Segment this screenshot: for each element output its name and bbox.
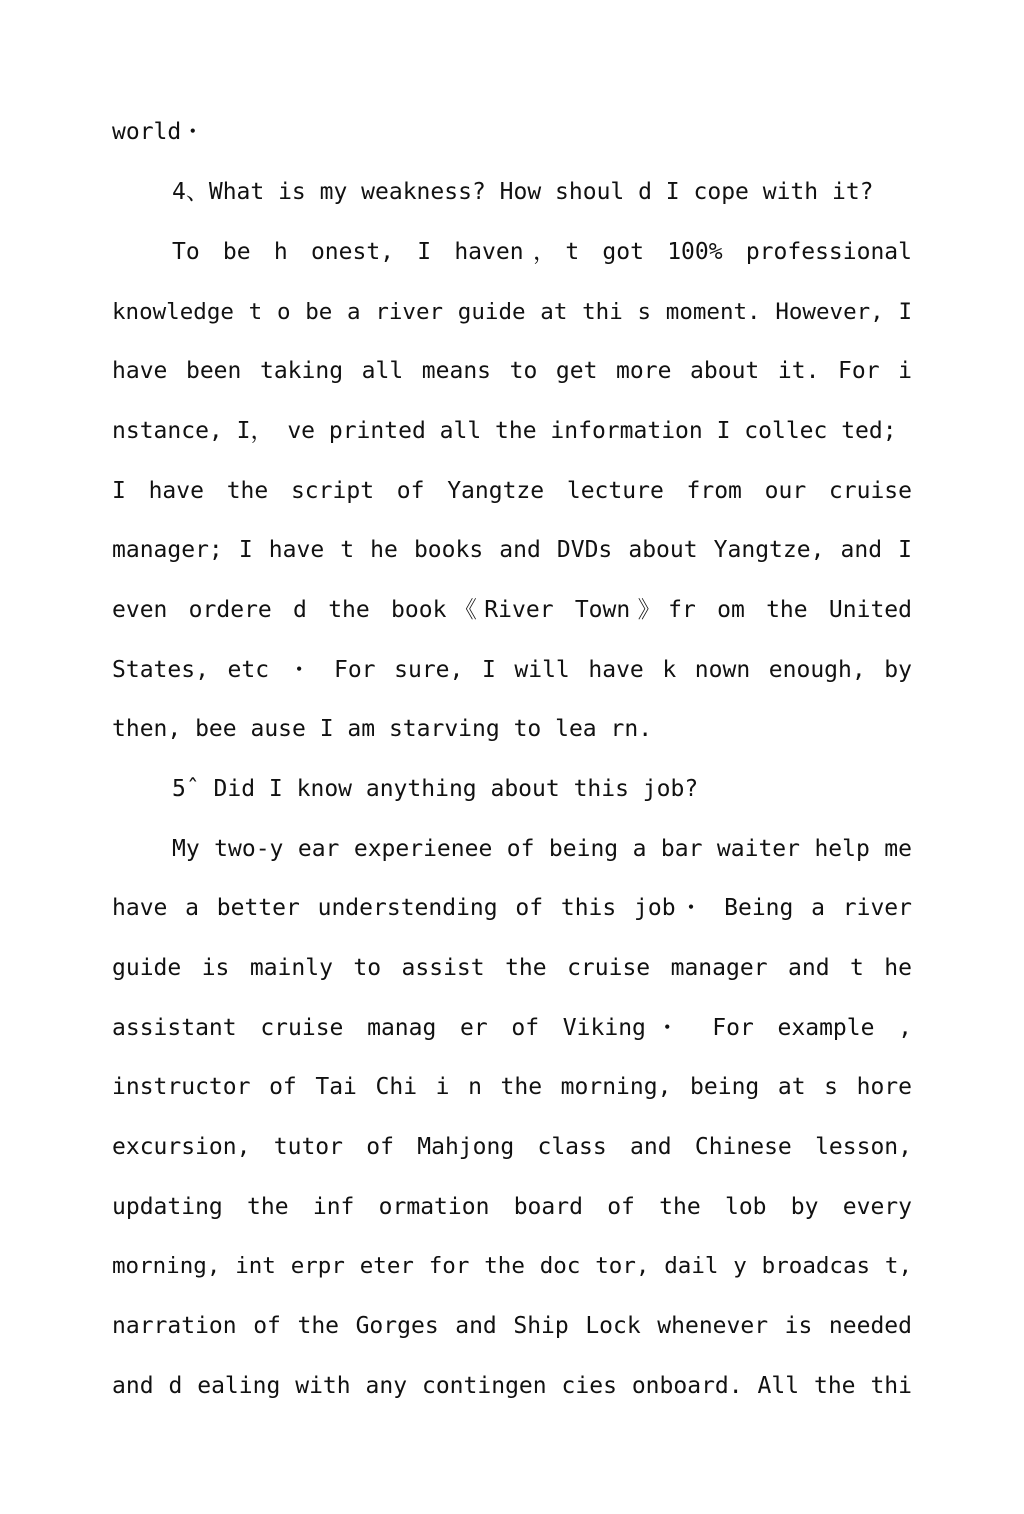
text-line: excursion, tutor of Mahjong class and Chinese lesson,: [112, 1134, 912, 1160]
text-line: To be h onest, I haven，t got 100% professional: [172, 239, 912, 265]
question-heading: 5ˆ Did I know anything about this job?: [172, 776, 699, 802]
text-line: then, bee ause I am starving to lea rn.: [112, 716, 653, 742]
question-heading: 4、What is my weakness? How shoul d I cope with it?: [172, 179, 874, 205]
text-line: narration of the Gorges and Ship Lock whenever is needed: [112, 1313, 912, 1339]
text-line: guide is mainly to assist the cruise manager and t he: [112, 955, 912, 981]
text-line: even ordere d the book《River Town》fr om the United: [112, 597, 912, 623]
text-line: morning, int erpr eter for the doc tor, dail y broadcas t,: [112, 1253, 912, 1279]
text-line: updating the inf ormation board of the lob by every: [112, 1194, 912, 1220]
text-line: knowledge t o be a river guide at thi s moment. However, I: [112, 299, 912, 325]
text-line: I have the script of Yangtze lecture from our cruise: [112, 478, 912, 504]
text-line: assistant cruise manag er of Viking・ For example ,: [112, 1015, 912, 1041]
text-line: instructor of Tai Chi i n the morning, being at s hore: [112, 1074, 912, 1100]
text-line: manager; I have t he books and DVDs about Yangtze, and I: [112, 537, 912, 563]
text-line: My two-y ear experienee of being a bar waiter help me: [172, 836, 912, 862]
text-line: and d ealing with any contingen cies onboard. All the thi: [112, 1373, 912, 1399]
text-line: have been taking all means to get more about it. For i: [112, 358, 912, 384]
text-line: nstance, I， ve printed all the information I collec ted;: [112, 418, 897, 444]
text-line: world・: [112, 119, 205, 145]
text-line: States, etc ・ For sure, I will have k nown enough, by: [112, 657, 912, 683]
text-line: have a better understending of this job・ Being a river: [112, 895, 912, 921]
